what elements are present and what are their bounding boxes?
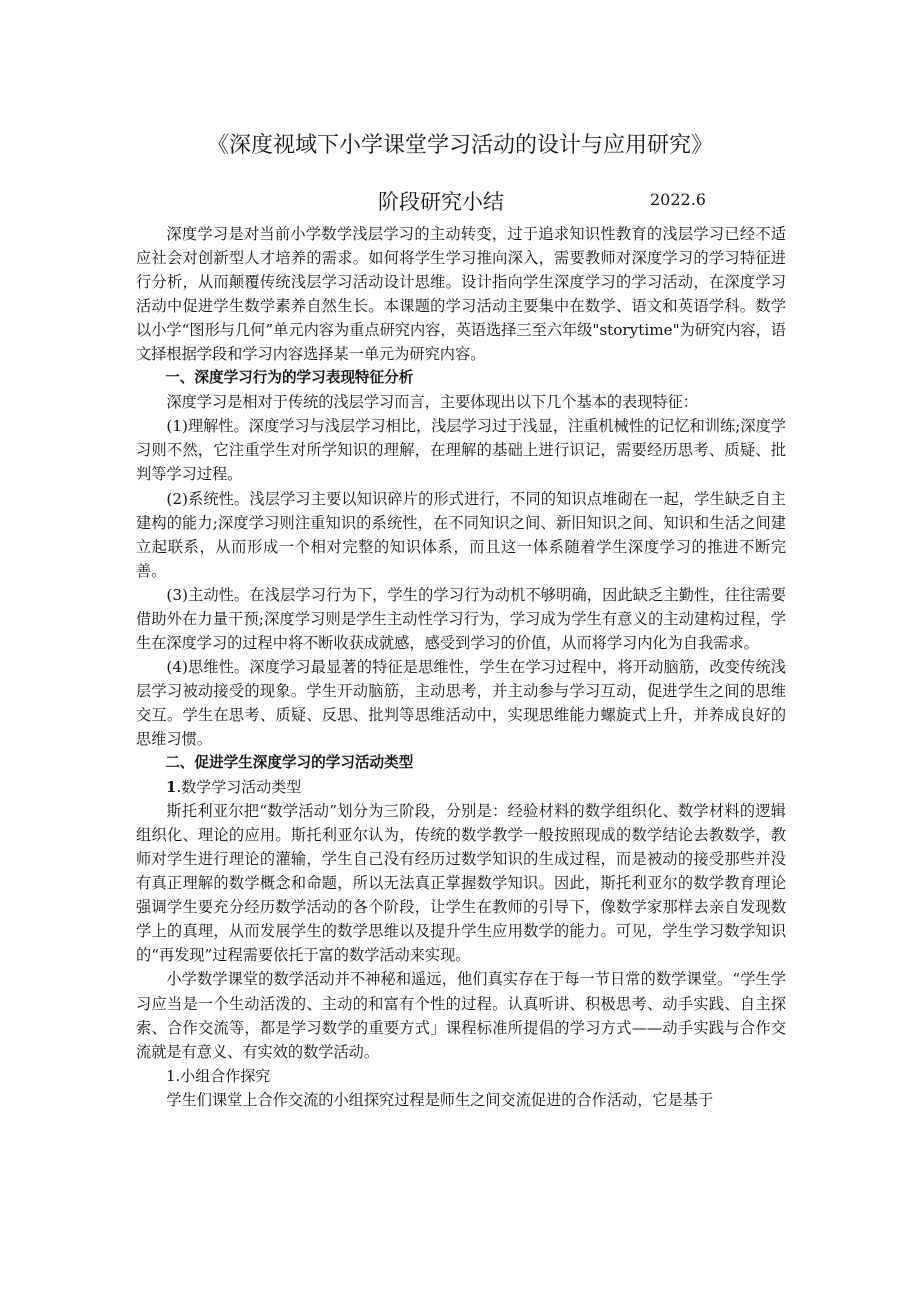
paragraph-intro: 深度学习是对当前小学数学浅层学习的主动转变，过于追求知识性教育的浅层学习已经不适应社会对创新型人才培养的需求。如何将学生学习推向深入，需要教师对深度学习的学习特征进行分析，从而颠覆传统浅层学习活动设计思维。设计指向学生深度学习的学习活动，在深度学习活动中促进学生数学素养自然生长。本课题的学习活动主要集中在数学、语文和英语学科。数学以小学“图形与几何”单元内容为重点研究内容，英语选择三至六年级"storytime"为研究内容，语文择根据学段和学习内容选择某一单元为研究内容。: [136, 225, 786, 364]
document-subtitle: 阶段研究小结: [378, 190, 504, 214]
section-heading-2: 二、促进学生深度学习的学习活动类型: [165, 754, 414, 772]
document-body: [136, 222, 786, 1112]
subsection-heading-1: [136, 775, 786, 799]
paragraph-classroom: 小学数学课堂的数学活动并不神秘和遥远，他们真实存在于每一节日常的数学课堂。“学生学习应当是一个生动活泼的、主动的和富有个性的过程。认真听讲、积极思考、动手实践、自主探索、合作交流等，都是学习数学的重要方式」课程标准所提倡的学习方式——动手实践与合作交流就是有意义、有实效的数学活动。: [136, 970, 786, 1061]
subsection-number: 1: [166, 778, 177, 797]
section-heading-1: 一、深度学习行为的学习表现特征分析: [165, 369, 414, 387]
paragraph-systematic: (2)系统性。浅层学习主要以知识碎片的形式进行，不同的知识点堆砌在一起，学生缺乏自主建构的能力;深度学习则注重知识的系统性，在不同知识之间、新旧知识之间、知识和生活之间建立起联系，从而形成一个相对完整的知识体系，而且这一体系随着学生深度学习的推进不断完善。: [136, 489, 786, 580]
paragraph-group: 学生们课堂上合作交流的小组探究过程是师生之间交流促进的合作活动，它是基于: [166, 1090, 714, 1109]
subsection-heading-2: 1.小组合作探究: [166, 1066, 271, 1085]
document-title: 《深度视域下小学课堂学习活动的设计与应用研究》: [206, 133, 713, 158]
paragraph-understanding: (1)理解性。深度学习与浅层学习相比，浅层学习过于浅显，注重机械性的记忆和训练;深度学习则不然，它注重学生对所学知识的理解，在理解的基础上进行识记，需要经历思考、质疑、批判等学习过程。: [136, 417, 786, 484]
paragraph-stolyar: 斯托利亚尔把“数学活动”划分为三阶段，分别是：经验材料的数学组织化、数学材料的逻辑组织化、理论的应用。斯托利亚尔认为，传统的数学教学一般按照现成的数学结论去教数学，教师对学生进行理论的灌输，学生自己没有经历过数学知识的生成过程，而是被动的接受那些并没有真正理解的数学概念和命题，所以无法真正掌握数学知识。因此，斯托利亚尔的数学教育理论强调学生要充分经历数学活动的各个阶段，让学生在教师的引导下，像数学家那样去亲自发现数学上的真理，从而发展学生的数学思维以及提升学生应用数学的能力。可见，学生学习数学知识的“再发现”过程需要依托于富的数学活动来实现。: [136, 802, 786, 965]
paragraph-thinking: (4)思维性。深度学习最显著的特征是思维性，学生在学习过程中，将开动脑筋，改变传统浅层学习被动接受的现象。学生开动脑筋，主动思考，并主动参与学习互动，促进学生之间的思维交互。学生在思考、质疑、反思、批判等思维活动中，实现思维能力螺旋式上升，并养成良好的思维习惯。: [136, 657, 786, 748]
subsection-title: .数学学习活动类型: [176, 778, 302, 797]
paragraph-initiative: (3)主动性。在浅层学习行为下，学生的学习行为动机不够明确，因此缺乏主勤性，往往需要借助外在力量干预;深度学习则是学生主动性学习行为，学习成为学生有意义的主动建构过程，学生在深度学习的过程中将不断收获成就感，感受到学习的价值，从而将学习内化为自我需求。: [136, 585, 786, 652]
document-date: 2022.6: [650, 190, 706, 209]
paragraph: 深度学习是相对于传统的浅层学习而言，主要体现出以下几个基本的表现特征：: [166, 393, 698, 412]
